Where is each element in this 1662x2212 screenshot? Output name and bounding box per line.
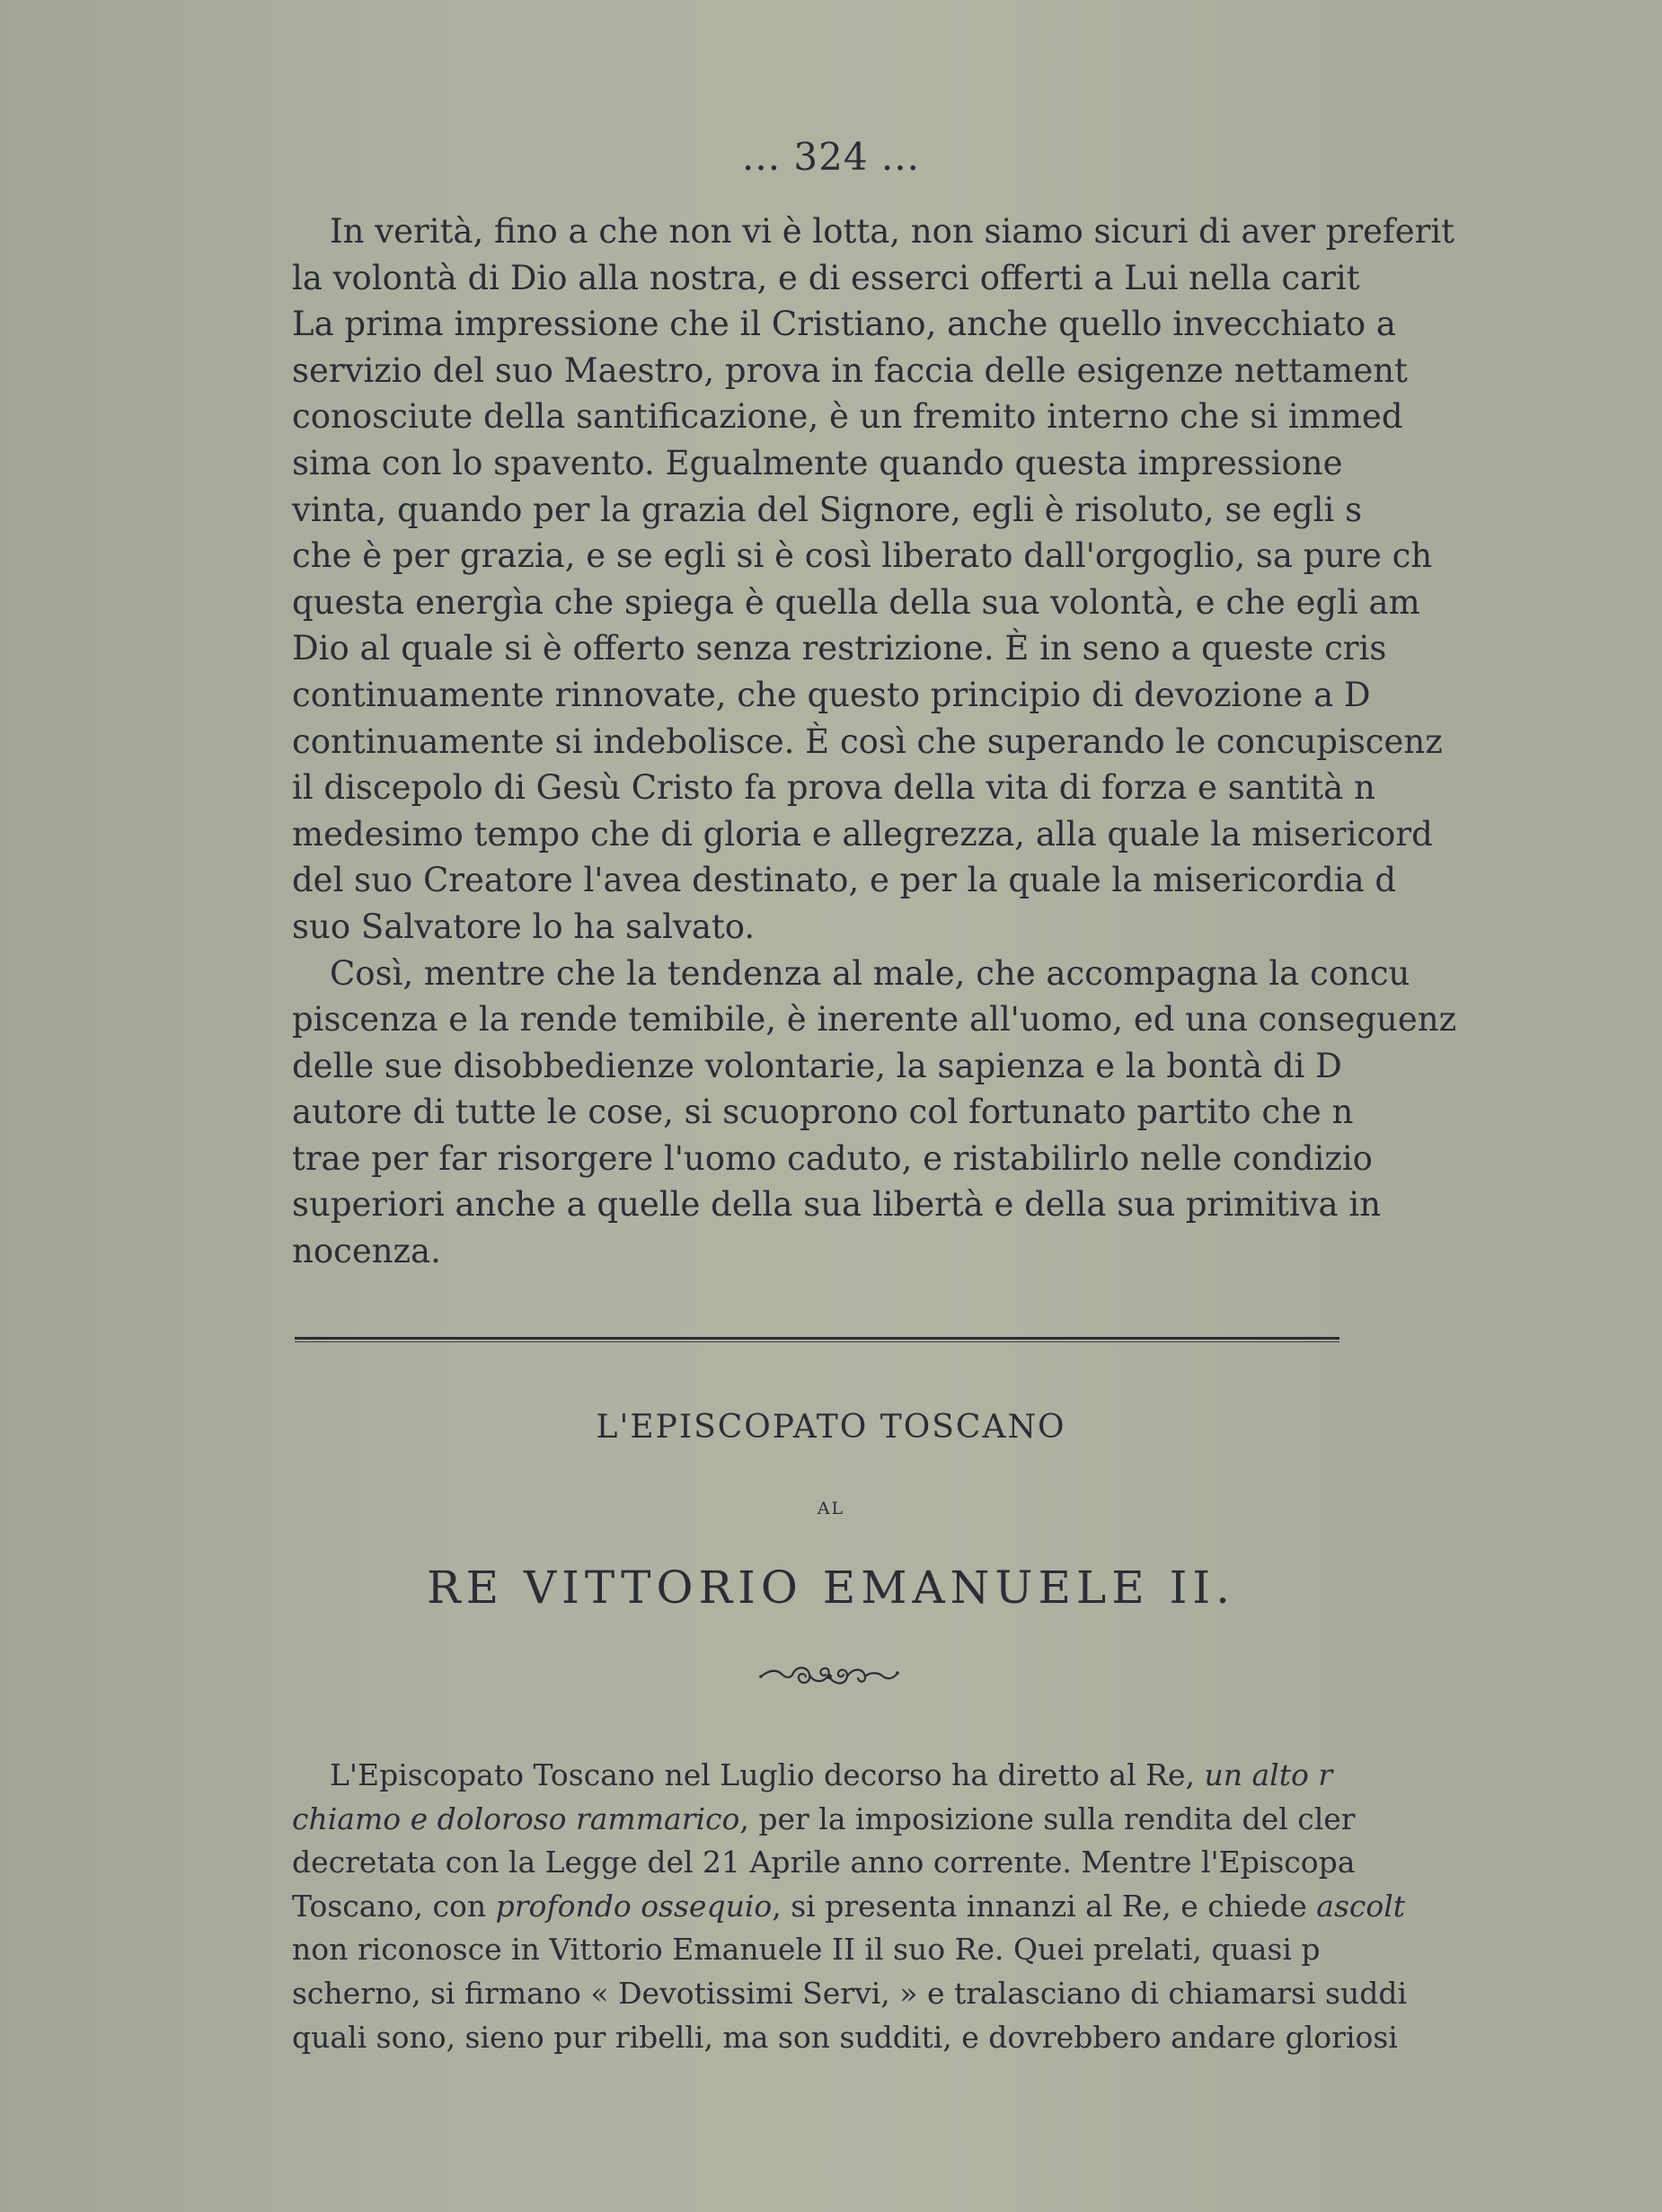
text-line: superiori anche a quelle della sua libertà e della sua primitiva in bbox=[292, 1185, 1382, 1225]
text-run-italic: profondo ossequio bbox=[495, 1888, 773, 1924]
text-run-italic: un alto r bbox=[1204, 1757, 1333, 1792]
text-line bbox=[292, 1754, 1339, 1798]
article-heading-line-2: AL bbox=[817, 1499, 845, 1518]
text-line: sima con lo spavento. Egualmente quando questa impressione bbox=[292, 443, 1343, 482]
text-run: L'Episcopato Toscano nel Luglio decorso ha diretto al Re, bbox=[330, 1757, 1205, 1792]
text-line: vinta, quando per la grazia del Signore, egli è risoluto, se egli s bbox=[292, 490, 1363, 529]
text-line bbox=[292, 1885, 1406, 1929]
floral-scroll-ornament-icon bbox=[757, 1660, 901, 1693]
section-divider-rule bbox=[295, 1337, 1339, 1340]
text-line: il discepolo di Gesù Cristo fa prova della vita di forza e santità n bbox=[292, 768, 1375, 808]
text-line: Così, mentre che la tendenza al male, che accompagna la concu bbox=[330, 953, 1410, 993]
text-line: scherno, si firmano « Devotissimi Servi, » e tralasciano di chiamarsi suddi bbox=[292, 1975, 1407, 2011]
body-text-section-1 bbox=[292, 208, 1457, 1275]
section-divider-rule-thin bbox=[295, 1341, 1339, 1342]
text-line: suo Salvatore lo ha salvato. bbox=[292, 907, 756, 946]
text-line: decretata con la Legge del 21 Aprile anno corrente. Mentre l'Episcopa bbox=[292, 1845, 1356, 1880]
text-line: Dio al quale si è offerto senza restrizione. È in seno a queste cris bbox=[292, 629, 1387, 668]
text-line: piscenza e la rende temibile, è inerente all'uomo, ed una conseguenz bbox=[292, 1000, 1457, 1040]
body-text-section-2 bbox=[292, 1754, 1407, 2059]
text-run: , si presenta innanzi al Re, e chiede bbox=[772, 1888, 1317, 1924]
article-heading-line-1: L'EPISCOPATO TOSCANO bbox=[596, 1409, 1066, 1446]
text-line: nocenza. bbox=[292, 1232, 441, 1271]
text-line: del suo Creatore l'avea destinato, e per la quale la misericordia d bbox=[292, 861, 1397, 900]
text-line: quali sono, sieno pur ribelli, ma son sudditi, e dovrebbero andare gloriosi bbox=[292, 2019, 1398, 2055]
text-line: servizio del suo Maestro, prova in faccia delle esigenze nettament bbox=[292, 350, 1408, 390]
text-run-italic: chiamo e doloroso rammarico bbox=[292, 1801, 740, 1836]
article-heading-line-3: RE VITTORIO EMANUELE II. bbox=[427, 1562, 1235, 1614]
text-line: conosciute della santificazione, è un fremito interno che si immed bbox=[292, 397, 1403, 437]
text-line: la volontà di Dio alla nostra, e di esserci offerti a Lui nella carit bbox=[292, 258, 1360, 297]
text-line: In verità, fino a che non vi è lotta, non siamo sicuri di aver preferit bbox=[330, 212, 1455, 251]
text-line: continuamente rinnovate, che questo principio di devozione a D bbox=[292, 675, 1371, 714]
text-line bbox=[292, 1798, 1356, 1842]
text-line: La prima impressione che il Cristiano, anche quello invecchiato a bbox=[292, 305, 1396, 344]
text-run: , per la imposizione sulla rendita del cler bbox=[739, 1801, 1356, 1836]
text-run: Toscano, con bbox=[292, 1888, 496, 1924]
text-line: questa energìa che spiega è quella della sua volontà, e che egli am bbox=[292, 582, 1420, 622]
text-line: trae per far risorgere l'uomo caduto, e ristabilirlo nelle condizio bbox=[292, 1138, 1373, 1178]
text-line: autore di tutte le cose, si scuoprono col fortunato partito che n bbox=[292, 1093, 1354, 1132]
text-line: che è per grazia, e se egli si è così liberato dall'orgoglio, sa pure ch bbox=[292, 536, 1433, 576]
page-number: ... 324 ... bbox=[742, 135, 920, 179]
text-run-italic: ascolt bbox=[1316, 1888, 1406, 1924]
text-line: medesimo tempo che di gloria e allegrezza, alla quale la misericord bbox=[292, 814, 1433, 854]
text-line: continuamente si indebolisce. È così che superando le concupiscenz bbox=[292, 721, 1443, 761]
text-line: delle sue disobbedienze volontarie, la sapienza e la bontà di D bbox=[292, 1046, 1342, 1085]
text-line: non riconosce in Vittorio Emanuele II il suo Re. Quei prelati, quasi p bbox=[292, 1932, 1321, 1968]
